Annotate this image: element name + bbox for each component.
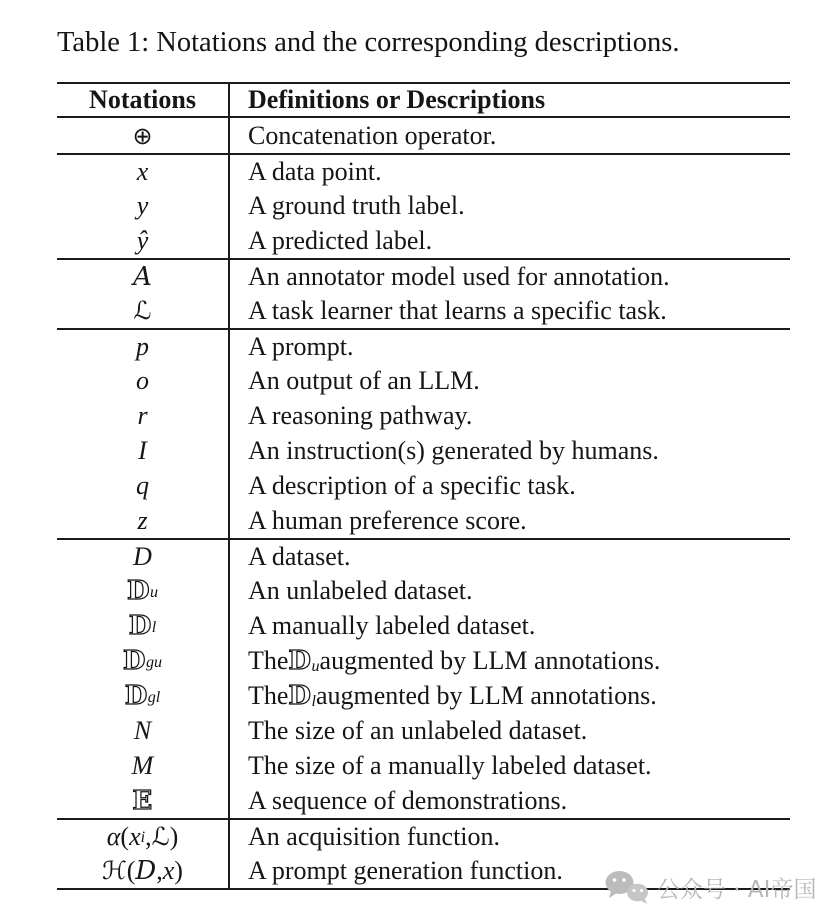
math-token: r xyxy=(137,400,148,430)
table-row xyxy=(57,468,790,503)
notation-cell xyxy=(57,713,230,748)
notation-cell xyxy=(57,118,230,153)
table-row xyxy=(57,363,790,398)
math-token: D xyxy=(128,610,152,641)
math-token: D xyxy=(133,541,152,571)
math-token: p xyxy=(136,331,149,361)
description-cell xyxy=(230,573,790,608)
math-token: D xyxy=(135,855,157,886)
math-token: x xyxy=(129,821,141,851)
math-token: augmented by LLM annotations. xyxy=(319,645,661,675)
table-row xyxy=(57,573,790,608)
math-token: augmented by LLM annotations. xyxy=(315,680,657,710)
table-row xyxy=(57,223,790,258)
notation-cell xyxy=(57,503,230,538)
math-token: y xyxy=(136,190,149,220)
description-cell xyxy=(230,748,790,783)
math-token: D xyxy=(288,645,312,676)
math-token: l xyxy=(151,619,157,636)
math-token: An instruction(s) generated by humans. xyxy=(248,435,659,465)
math-token: D xyxy=(288,680,312,711)
description-cell xyxy=(230,643,790,678)
math-token: The size of an unlabeled dataset. xyxy=(248,715,588,745)
math-token: q xyxy=(136,470,149,500)
table-row xyxy=(57,503,790,538)
math-token: ℒ xyxy=(151,822,170,851)
math-token: N xyxy=(133,715,152,745)
math-token: α xyxy=(106,821,121,851)
math-token: D xyxy=(124,680,148,711)
math-token: l xyxy=(311,692,316,710)
notation-cell xyxy=(57,398,230,433)
description-cell xyxy=(230,608,790,643)
math-token: x xyxy=(136,156,149,186)
notation-cell xyxy=(57,573,230,608)
math-token: A predicted label. xyxy=(248,225,433,255)
notation-cell xyxy=(57,293,230,328)
math-token: ) xyxy=(169,821,179,851)
notation-cell xyxy=(57,783,230,818)
math-token: ⊕ xyxy=(132,121,153,150)
description-cell xyxy=(230,820,790,853)
math-token: x xyxy=(162,855,175,885)
notation-cell xyxy=(57,748,230,783)
table-row xyxy=(57,713,790,748)
math-token: ( xyxy=(120,821,130,851)
description-cell xyxy=(230,540,790,573)
notation-cell xyxy=(57,540,230,573)
table-row xyxy=(57,748,790,783)
description-cell xyxy=(230,468,790,503)
notation-cell xyxy=(57,433,230,468)
table-row xyxy=(57,818,790,853)
table-row xyxy=(57,293,790,328)
table-row xyxy=(57,433,790,468)
table-row xyxy=(57,538,790,573)
notation-cell xyxy=(57,223,230,258)
description-cell xyxy=(230,118,790,153)
notation-cell xyxy=(57,330,230,363)
header-cell-definitions: Definitions or Descriptions xyxy=(248,85,546,114)
math-token: u xyxy=(311,657,320,675)
notation-cell xyxy=(57,608,230,643)
table-row xyxy=(57,118,790,153)
math-token: A reasoning pathway. xyxy=(248,400,473,430)
math-token: The size of a manually labeled dataset. xyxy=(248,750,652,780)
table-row xyxy=(57,608,790,643)
math-token: The xyxy=(248,680,289,710)
math-token: A data point. xyxy=(248,156,382,186)
math-token: z xyxy=(137,505,148,535)
math-token: o xyxy=(136,365,149,395)
description-cell xyxy=(230,783,790,818)
math-token: A xyxy=(133,261,152,292)
notation-cell xyxy=(57,820,230,853)
description-cell xyxy=(230,713,790,748)
watermark-label: 公众号 · AI帝国 xyxy=(657,876,817,903)
math-token: A ground truth label. xyxy=(248,190,465,220)
math-token: ŷ xyxy=(136,225,149,255)
description-cell xyxy=(230,155,790,188)
math-token: gl xyxy=(147,689,161,706)
notation-cell xyxy=(57,643,230,678)
notation-cell xyxy=(57,188,230,223)
math-token: Concatenation operator. xyxy=(248,120,497,150)
table-row xyxy=(57,398,790,433)
math-token: u xyxy=(149,584,159,601)
math-token: A human preference score. xyxy=(248,505,527,535)
notation-table xyxy=(57,82,790,890)
math-token: ( xyxy=(126,855,136,885)
description-cell xyxy=(230,433,790,468)
notation-cell xyxy=(57,260,230,293)
math-token: I xyxy=(138,435,147,465)
math-token: A dataset. xyxy=(248,541,351,571)
description-cell xyxy=(230,363,790,398)
watermark xyxy=(604,869,816,905)
math-token: An output of an LLM. xyxy=(248,365,480,395)
math-token: A prompt generation function. xyxy=(248,855,563,885)
description-cell xyxy=(230,678,790,713)
description-cell xyxy=(230,223,790,258)
math-token: An unlabeled dataset. xyxy=(248,575,473,605)
math-token: M xyxy=(131,750,154,780)
math-token: D xyxy=(122,645,146,676)
notation-cell xyxy=(57,155,230,188)
table-row xyxy=(57,258,790,293)
table-row xyxy=(57,328,790,363)
math-token: A description of a specific task. xyxy=(248,470,576,500)
description-cell xyxy=(230,503,790,538)
math-token: ℋ xyxy=(102,856,127,885)
math-token: ) xyxy=(174,855,183,885)
table-header-row xyxy=(57,84,790,118)
header-cell-notations: Notations xyxy=(57,84,230,116)
math-token: A sequence of demonstrations. xyxy=(248,785,568,815)
description-cell xyxy=(230,330,790,363)
description-cell xyxy=(230,260,790,293)
table-row xyxy=(57,678,790,713)
description-cell xyxy=(230,188,790,223)
math-token: The xyxy=(248,645,289,675)
table-body xyxy=(57,118,790,888)
table-row xyxy=(57,153,790,188)
notation-cell xyxy=(57,678,230,713)
description-cell xyxy=(230,293,790,328)
table-caption: Table 1: Notations and the corresponding descriptions. xyxy=(57,27,680,58)
math-token: , xyxy=(145,821,152,851)
math-token: A task learner that learns a specific task. xyxy=(248,295,667,325)
math-token: A prompt. xyxy=(248,331,354,361)
notation-cell xyxy=(57,468,230,503)
math-token: An acquisition function. xyxy=(248,821,501,851)
math-token: i xyxy=(140,829,146,846)
math-token: D xyxy=(126,575,150,606)
math-token: An annotator model used for annotation. xyxy=(248,261,670,291)
math-token: A manually labeled dataset. xyxy=(248,610,536,640)
table-row xyxy=(57,188,790,223)
table-row xyxy=(57,783,790,818)
notation-cell xyxy=(57,853,230,888)
math-token: , xyxy=(156,855,163,885)
wechat-icon xyxy=(604,869,650,905)
math-token: gu xyxy=(145,654,163,671)
math-token: E xyxy=(132,785,153,816)
math-token: ℒ xyxy=(133,296,152,325)
notation-cell xyxy=(57,363,230,398)
table-row xyxy=(57,643,790,678)
description-cell xyxy=(230,398,790,433)
